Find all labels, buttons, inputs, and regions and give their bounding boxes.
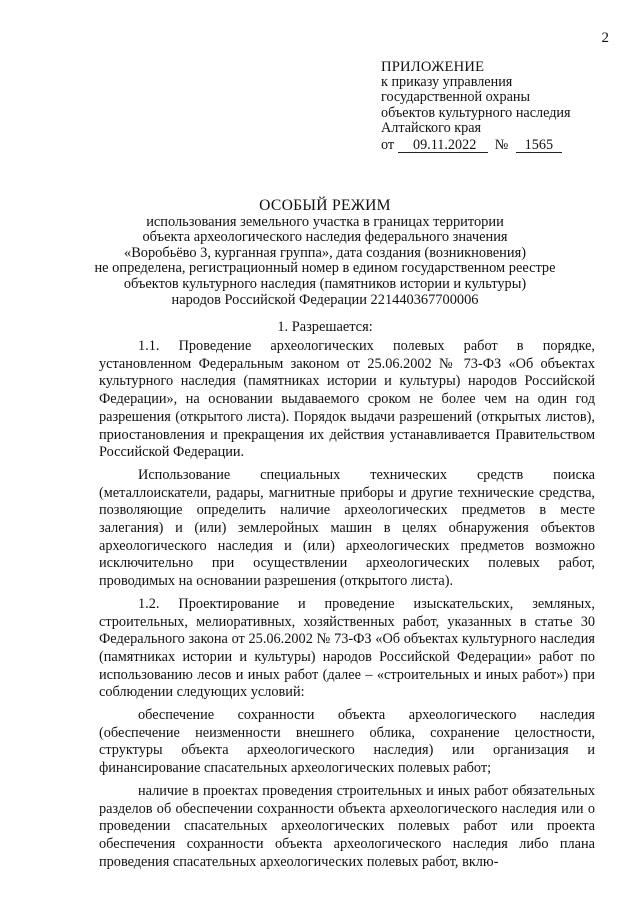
paragraph: наличие в проектах проведения строительных и иных работ обязательных разделов об обеспечении сохранности объекта археологического наследия или о проведении спасательных археологических полевых работ или проекта обеспечения сохранности объекта археологического наследия либо плана проведения спасательных археологических полевых работ, вклю-	[99, 782, 595, 870]
page-number: 2	[601, 30, 609, 46]
body-text	[99, 338, 595, 871]
heading-line: «Воробьёво 3, курганная группа», дата создания (возникновения)	[124, 244, 526, 261]
heading-line: объекта археологического наследия федерального значения	[142, 229, 508, 246]
heading-title: ОСОБЫЙ РЕЖИМ	[259, 197, 391, 214]
appendix-line: Алтайского края	[381, 119, 482, 136]
from-label: от	[381, 137, 395, 154]
paragraph: обеспечение сохранности объекта археологического наследия (обеспечение неизменности внешнего облика, сохранение целостности, структуры объекта археологического наследия) или организация и финансирование спасательных археологических полевых работ;	[99, 707, 595, 777]
appendix-title: ПРИЛОЖЕНИЕ	[381, 59, 485, 75]
heading-line: объектов культурного наследия (памятников истории и культуры)	[123, 275, 527, 292]
paragraph: 1.1. Проведение археологических полевых работ в порядке, установленном Федеральным законом от 25.06.2002 № 73-ФЗ «Об объектах культурного наследия (памятниках истории и культуры) народов Российской Федерации», на основании выдаваемого сроком не более чем на один год разрешения (открытого листа). Порядок выдачи разрешений (открытых листов), приостановления и прекращения их действия устанавливается Правительством Российской Федерации.	[99, 338, 595, 461]
order-date: 09.11.2022	[398, 138, 488, 153]
document-heading	[60, 198, 590, 308]
paragraph: 1.2. Проектирование и проведение изыскательских, земляных, строительных, мелиоративных, хозяйственных работ, указанных в статье 30 Федерального закона от 25.06.2002 № 73-ФЗ «Об объектах культурного наследия (памятниках истории и культуры) народов Российской Федерации» работ по использованию лесов и иных работ (далее – «строительных и иных работ») при соблюдении следующих условий:	[99, 595, 595, 701]
heading-line: не определена, регистрационный номер в едином государственном реестре	[94, 260, 556, 277]
number-sign: №	[494, 137, 509, 154]
appendix-block	[381, 60, 631, 153]
order-number: 1565	[516, 138, 562, 153]
order-date-number	[381, 138, 631, 153]
paragraph: Использование специальных технических средств поиска (металлоискатели, радары, магнитные приборы и другие технические средства, позволяющие определить наличие археологических предметов в месте залегания) и (или) землеройных машин в целях обнаружения объектов археологического наследия и (или) археологических предметов возможно исключительно при осуществлении археологических полевых работ, проводимых на основании разрешения (открытого листа).	[99, 466, 595, 590]
appendix-line: объектов культурного наследия	[381, 104, 571, 121]
appendix-line: государственной охраны	[381, 89, 531, 106]
section-title: 1. Разрешается:	[277, 319, 373, 335]
heading-line: использования земельного участка в границах территории	[146, 213, 504, 230]
appendix-line: к приказу управления	[381, 74, 513, 91]
heading-line: народов Российской Федерации 221440367700006	[171, 291, 479, 308]
